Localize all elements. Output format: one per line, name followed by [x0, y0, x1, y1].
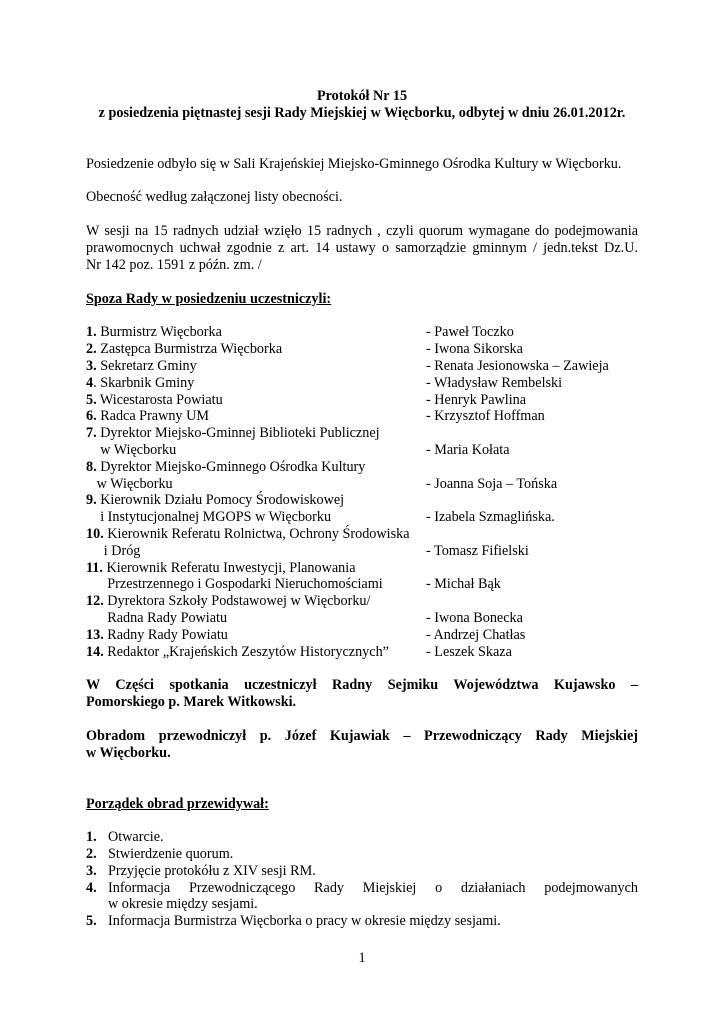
participant-row: [86, 610, 638, 627]
agenda-item-line: w okresie między sesjami.: [108, 896, 258, 913]
quorum-line: prawomocnych uchwał zgodnie z art. 14 ustawy o samorządzie gminnym / jedn.tekst Dz.U.: [86, 239, 638, 256]
participants-heading: Spoza Rady w posiedzeniu uczestniczyli:: [86, 290, 332, 307]
participant-role: [86, 459, 426, 476]
participant-role-text: Burmistrz Więcborka: [96, 324, 222, 341]
participant-name: - Iwona Bonecka: [426, 609, 523, 626]
participant-role: [86, 408, 426, 425]
participant-role-text: Wicestarosta Powiatu: [96, 391, 223, 408]
participant-name: - Joanna Soja – Tońska: [426, 475, 558, 492]
quorum-line: Nr 142 poz. 1591 z późn. zm. /: [86, 256, 262, 273]
participant-role: [86, 341, 426, 358]
participant-role: [86, 560, 426, 577]
participant-number: 11.: [86, 559, 103, 576]
participant-role-text: Dyrektor Miejsko-Gminnej Biblioteki Publicznej: [96, 425, 380, 442]
participant-row: [86, 543, 638, 560]
participant-role-text: w Więcborku: [86, 475, 173, 492]
agenda-list: [86, 829, 638, 930]
participant-row: [86, 375, 638, 392]
participant-row: [86, 576, 638, 593]
participant-role-text: Dyrektora Szkoły Podstawowej w Więcborku/: [103, 593, 371, 610]
participant-role: [86, 442, 426, 459]
participant-row: [86, 509, 638, 526]
location-paragraph: Posiedzenie odbyło się w Sali Krajeńskiej Miejsko-Gminnego Ośrodka Kultury w Więcborku.: [86, 155, 622, 172]
agenda-item-number: 3.: [86, 862, 97, 879]
participant-role: [86, 610, 426, 627]
participant-row: [86, 560, 638, 577]
agenda-item-text: [108, 880, 638, 914]
quorum-paragraph: [86, 223, 638, 273]
participant-role: [86, 425, 426, 442]
participant-role: [86, 543, 426, 560]
participant-name: - Michał Bąk: [426, 576, 501, 593]
agenda-item-line: Informacja Burmistrza Więcborka o pracy w okresie między sesjami.: [108, 913, 501, 930]
participant-name: - Paweł Toczko: [426, 324, 514, 341]
document-title: Protokół Nr 15: [316, 88, 408, 104]
participant-row: [86, 593, 638, 610]
agenda-item: [86, 863, 638, 880]
participant-role-text: . Skarbnik Gminy: [93, 374, 195, 391]
participant-role-text: Kierownik Referatu Inwestycji, Planowania: [102, 559, 356, 576]
agenda-item-line: Przyjęcie protokółu z XIV sesji RM.: [108, 862, 316, 879]
page-number: 1: [358, 950, 366, 966]
attendance-paragraph: Obecność według załączonej listy obecności.: [86, 189, 343, 206]
participant-name: - Andrzej Chatłas: [426, 626, 526, 643]
participant-name: - Tomasz Fifielski: [426, 542, 529, 559]
participant-row: [86, 341, 638, 358]
agenda-item-text: [108, 846, 638, 863]
participant-name: - Izabela Szmaglińska.: [426, 509, 555, 526]
participant-role: [86, 375, 426, 392]
agenda-item-number: 1.: [86, 829, 97, 846]
participant-number: 14.: [86, 643, 104, 660]
chair-note: [86, 728, 638, 762]
participant-name: - Iwona Sikorska: [426, 341, 523, 358]
participant-role-text: i Instytucjonalnej MGOPS w Więcborku: [86, 509, 332, 526]
participant-role: [86, 324, 426, 341]
participant-name: - Krzysztof Hoffman: [426, 408, 545, 425]
participant-name: [426, 560, 638, 577]
participant-row: [86, 476, 638, 493]
guest-note: [86, 677, 638, 711]
participant-row: [86, 492, 638, 509]
chair-note-line: Obradom przewodniczył p. Józef Kujawiak – Przewodniczący Rady Miejskiej: [86, 727, 638, 744]
participant-role: [86, 627, 426, 644]
participant-name: - Leszek Skaza: [426, 643, 512, 660]
participant-row: [86, 425, 638, 442]
agenda-heading: Porządek obrad przewidywał:: [86, 795, 269, 812]
participant-role-text: Kierownik Działu Pomocy Środowiskowej: [96, 492, 345, 509]
participant-role-text: Radca Prawny UM: [96, 408, 209, 425]
participant-name: - Henryk Pawlina: [426, 391, 527, 408]
chair-note-line: w Więcborku.: [86, 744, 171, 761]
participant-row: [86, 324, 638, 341]
participant-role-text: Redaktor „Krajeńskich Zeszytów Historycznych”: [103, 643, 389, 660]
participant-row: [86, 358, 638, 375]
participant-role: [86, 576, 426, 593]
participant-role: [86, 476, 426, 493]
participant-name: - Maria Kołata: [426, 441, 510, 458]
participant-role-text: w Więcborku: [86, 441, 177, 458]
participant-number: 9.: [86, 492, 97, 509]
participant-row: [86, 644, 638, 661]
agenda-item: [86, 829, 638, 846]
agenda-item-text: [108, 829, 638, 846]
participant-number: 12.: [86, 593, 104, 610]
agenda-item: [86, 880, 638, 914]
agenda-item: [86, 913, 638, 930]
participant-number: 1.: [86, 324, 97, 341]
participant-number: 6.: [86, 408, 97, 425]
participant-number: 2.: [86, 341, 97, 358]
participant-number: 5.: [86, 391, 97, 408]
participant-name: - Renata Jesionowska – Zawieja: [426, 357, 609, 374]
participant-name: [426, 526, 638, 543]
agenda-item: [86, 846, 638, 863]
participant-role: [86, 644, 426, 661]
participant-row: [86, 526, 638, 543]
participant-row: [86, 459, 638, 476]
participant-number: 7.: [86, 425, 97, 442]
agenda-item-number: 4.: [86, 879, 97, 896]
participant-role-text: Przestrzennego i Gospodarki Nieruchomościami: [86, 576, 383, 593]
participant-name: [426, 492, 638, 509]
document-page: [86, 88, 638, 930]
participant-number: 8.: [86, 458, 97, 475]
participant-role-text: Dyrektor Miejsko-Gminnego Ośrodka Kultury: [96, 458, 366, 475]
participant-role-text: Radna Rady Powiatu: [86, 609, 228, 626]
participant-number: 10.: [86, 525, 104, 542]
participant-role-text: Radny Rady Powiatu: [103, 626, 228, 643]
document-subtitle: z posiedzenia piętnastej sesji Rady Miejskiej w Więcborku, odbytej w dniu 26.01.2012r.: [98, 104, 626, 121]
participant-role-text: Zastępca Burmistrza Więcborka: [96, 341, 283, 358]
participant-row: [86, 442, 638, 459]
agenda-item-line: Otwarcie.: [108, 829, 164, 846]
guest-note-line: W Części spotkania uczestniczył Radny Sejmiku Województwa Kujawsko –: [86, 677, 638, 694]
participant-role-text: Sekretarz Gminy: [96, 357, 197, 374]
participant-name: [426, 459, 638, 476]
participant-role: [86, 492, 426, 509]
participant-role-text: Kierownik Referatu Rolnictwa, Ochrony Środowiska: [103, 525, 410, 542]
participant-role: [86, 593, 426, 610]
participants-list: [86, 324, 638, 660]
participant-role: [86, 358, 426, 375]
participant-name: - Władysław Rembelski: [426, 374, 563, 391]
participant-row: [86, 392, 638, 409]
participant-role-text: i Dróg: [86, 542, 141, 559]
participant-role: [86, 392, 426, 409]
agenda-item-line: Informacja Przewodniczącego Rady Miejskiej o działaniach podejmowanych: [108, 879, 638, 896]
quorum-line: W sesji na 15 radnych udział wzięło 15 radnych , czyli quorum wymagane do podejmowania: [86, 223, 638, 240]
agenda-item-number: 2.: [86, 846, 97, 863]
guest-note-line: Pomorskiego p. Marek Witkowski.: [86, 694, 297, 711]
participant-number: 13.: [86, 626, 104, 643]
participant-name: [426, 425, 638, 442]
agenda-item-text: [108, 913, 638, 930]
participant-row: [86, 627, 638, 644]
participant-name: [426, 593, 638, 610]
agenda-item-number: 5.: [86, 913, 97, 930]
participant-row: [86, 408, 638, 425]
agenda-item-line: Stwierdzenie quorum.: [108, 846, 234, 863]
participant-number: 3.: [86, 357, 97, 374]
participant-role: [86, 509, 426, 526]
participant-role: [86, 526, 426, 543]
participant-number: 4: [86, 374, 94, 391]
agenda-item-text: [108, 863, 638, 880]
